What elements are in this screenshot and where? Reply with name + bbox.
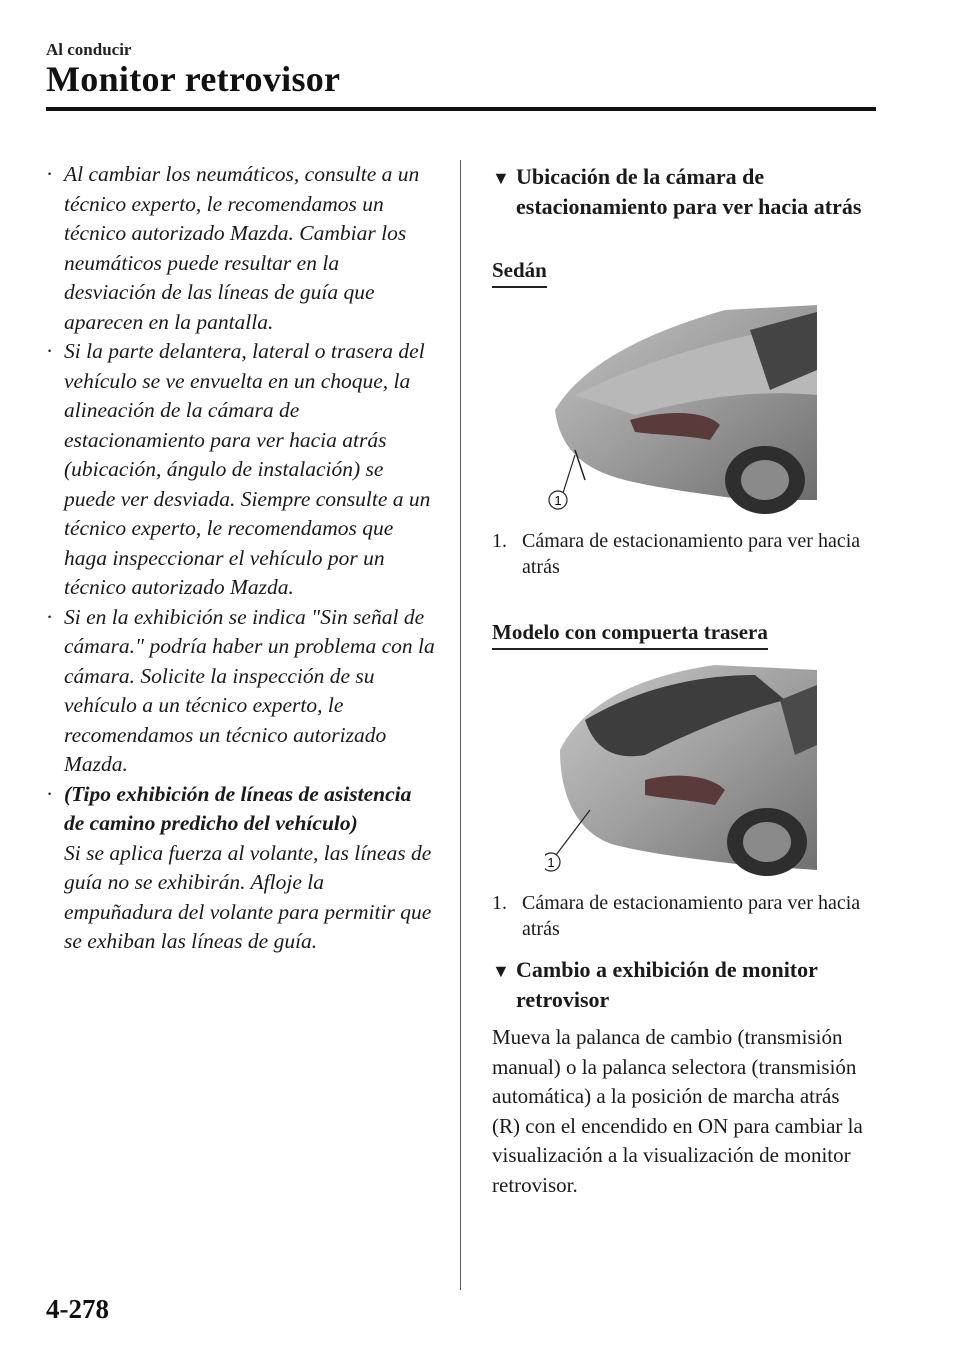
left-column xyxy=(46,160,436,957)
bullet-no-signal xyxy=(46,603,436,780)
heading-text: Ubicación de la cámara de estacionamiento para ver hacia atrás xyxy=(516,164,862,219)
page-title: Monitor retrovisor xyxy=(46,59,341,99)
caption-sedan xyxy=(492,528,862,580)
heading-text: Cambio a exhibición de monitor retrovisor xyxy=(516,957,818,1012)
body-paragraph: Mueva la palanca de cambio (transmisión manual) o la palanca selectora (transmisión automática) a la posición de marcha atrás (R) con el encendido en ON para cambiar la visualización a la visualización de monitor retrovisor. xyxy=(492,1025,863,1197)
title-rule xyxy=(46,107,876,111)
bullet-dot: · xyxy=(46,604,54,629)
bullet-text: Si se aplica fuerza al volante, las líneas de guía no se exhibirán. Afloje la empuñadura del volante para permitir que se exhiban las líneas de guía. xyxy=(64,840,432,953)
heading-camera-location xyxy=(492,162,886,221)
section-label: Al conducir xyxy=(46,40,132,59)
sedan-leader-line xyxy=(563,455,575,493)
subhead-sedan: Sedán xyxy=(492,258,547,288)
bullet-text: Si la parte delantera, lateral o trasera del vehículo se ve envuelta en un choque, la alineación de la cámara de estacionamiento para ver hacia atrás (ubicación, ángulo de instalación) se puede ver desviada. Siempre consulte a un técnico experto, le recomendamos que haga inspeccionar el vehículo por un técnico autorizado Mazda. xyxy=(64,339,431,599)
triangle-marker-icon: ▼ xyxy=(492,961,510,981)
bullet-tires xyxy=(46,160,436,337)
triangle-marker-icon: ▼ xyxy=(492,168,510,188)
sedan-rim xyxy=(741,460,789,500)
caption-text: Cámara de estacionamiento para ver hacia atrás xyxy=(522,530,861,578)
bullet-text: Si en la exhibición se indica "Sin señal de cámara." podría haber un problema con la cámara. Solicite la inspección de su vehículo a un técnico experto, le recomendamos un técnico autorizado Mazda. xyxy=(64,604,435,776)
caption-hatchback xyxy=(492,890,862,942)
column-divider xyxy=(460,160,461,1290)
bullet-bold-text: (Tipo exhibición de líneas de asistencia de camino predicho del vehículo) xyxy=(64,781,412,835)
bullet-collision xyxy=(46,337,436,603)
bullet-dot: · xyxy=(46,339,54,363)
bullet-text: Al cambiar los neumáticos, consulte a un técnico experto, le recomendamos un técnico autorizado Mazda. Cambiar los neumáticos puede resultar en la desviación de las líneas de guía que aparecen en la pantalla. xyxy=(64,162,420,334)
bullet-dot: · xyxy=(46,162,54,186)
hatchback-leader-line xyxy=(556,810,590,855)
caption-text: Cámara de estacionamiento para ver hacia atrás xyxy=(522,892,861,940)
sedan-callout-number: 1 xyxy=(554,493,562,508)
hatchback-callout-number: 1 xyxy=(547,855,555,870)
heading-switch-display xyxy=(492,955,886,1014)
subhead-hatchback: Modelo con compuerta trasera xyxy=(492,620,768,650)
bullet-dot: · xyxy=(46,781,54,806)
bullet-steering xyxy=(46,780,436,957)
sedan-rear-camera-figure xyxy=(545,300,817,515)
caption-number: 1. xyxy=(492,530,507,552)
hatchback-rear-camera-figure xyxy=(545,660,817,880)
hatchback-rim xyxy=(743,822,791,862)
caption-number: 1. xyxy=(492,892,507,914)
page-number: 4-278 xyxy=(46,1294,109,1324)
